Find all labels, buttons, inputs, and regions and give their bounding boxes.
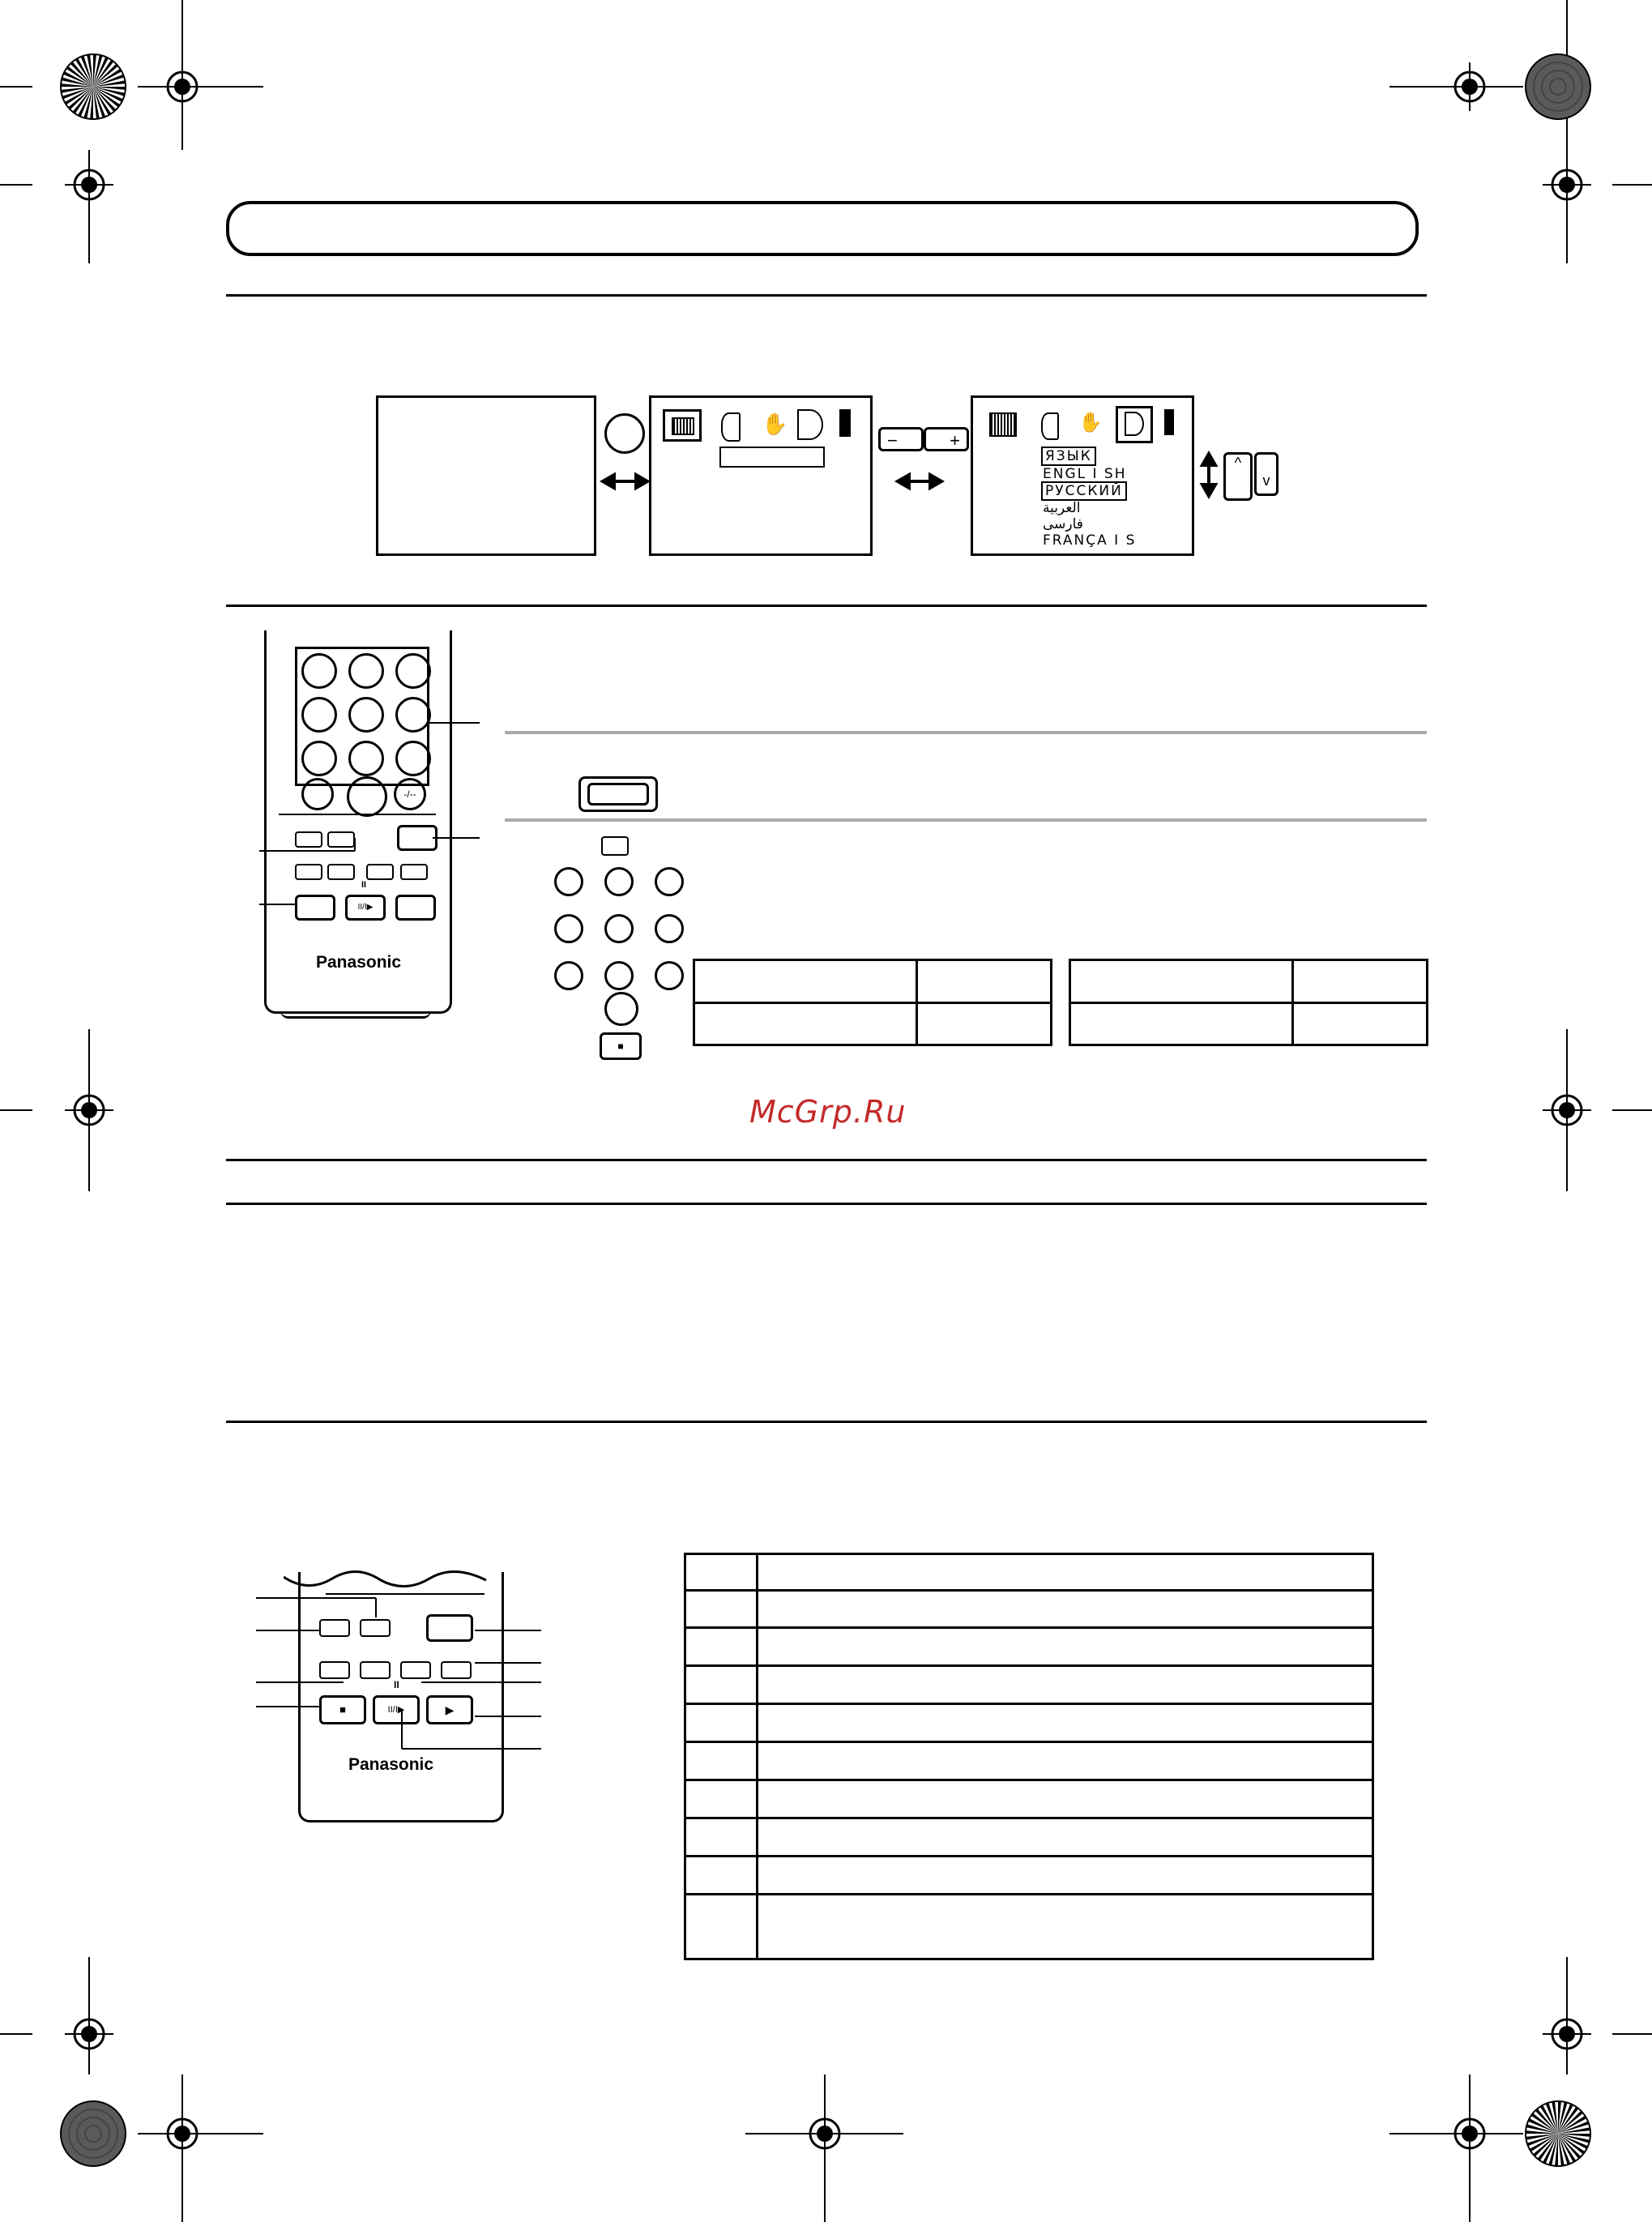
setup-menu-icon: ✋ [1078, 412, 1103, 434]
table-cell [685, 1818, 758, 1857]
play-key [395, 895, 436, 921]
number-key-8 [604, 961, 634, 990]
slow-key: II/I▶ [373, 1695, 420, 1724]
table-cell [685, 1704, 758, 1742]
number-key-2 [604, 867, 634, 896]
table-cell [685, 1780, 758, 1818]
menu-button-icon [604, 413, 645, 454]
language-option-selected: РУССКИЙ [1041, 481, 1127, 501]
section-rule [226, 1159, 1427, 1161]
channel-down-key [295, 864, 322, 880]
number-key-3 [395, 653, 431, 689]
record-key [295, 831, 322, 848]
rewind-key [366, 864, 394, 880]
remote-control-upper [264, 630, 450, 1021]
timer-key [360, 1619, 391, 1637]
code-table-left [693, 959, 1052, 1046]
number-key-9 [655, 961, 684, 990]
number-key-7 [554, 961, 583, 990]
table-cell [758, 1818, 1373, 1857]
timer-key [327, 831, 355, 848]
section-rule [226, 1203, 1427, 1205]
sunburst-mark-bottom-right [1526, 2101, 1590, 2166]
number-key-2 [348, 653, 384, 689]
table-cell [694, 960, 917, 1003]
number-key-5 [604, 914, 634, 943]
table-cell [758, 1704, 1373, 1742]
record-key [319, 1619, 350, 1637]
fast-forward-key [441, 1661, 472, 1679]
number-key-6 [395, 697, 431, 733]
pause-label: II [361, 880, 367, 890]
number-key-9 [395, 741, 431, 776]
table-cell [685, 1666, 758, 1704]
number-key-4 [554, 914, 583, 943]
number-key-8 [348, 741, 384, 776]
table-cell [758, 1742, 1373, 1780]
volume-plus-key: + [924, 427, 969, 451]
table-cell [685, 1628, 758, 1666]
section-rule [226, 605, 1427, 607]
brand-logo: Panasonic [316, 953, 402, 972]
sound-menu-icon [1041, 412, 1059, 440]
language-title: ЯЗЫК [1041, 447, 1096, 466]
table-cell [758, 1895, 1373, 1959]
number-key-6 [655, 914, 684, 943]
dash-key: -/-- [394, 778, 426, 810]
play-key: ▶ [426, 1695, 473, 1724]
slow-key: II/I▶ [345, 895, 386, 921]
stop-key [295, 895, 335, 921]
section-rule [226, 1421, 1427, 1423]
language-option: فارسی [1043, 516, 1083, 532]
program-down-key: v [1254, 452, 1278, 496]
table-cell [685, 1895, 758, 1959]
remote-control-lower [295, 1564, 506, 1831]
watermark-text: McGrp.Ru [749, 1094, 907, 1130]
number-key-3 [655, 867, 684, 896]
channel-down-key [319, 1661, 350, 1679]
table-cell [685, 1591, 758, 1628]
fast-forward-key [400, 864, 428, 880]
selection-bar [719, 447, 825, 468]
section-rule [226, 294, 1427, 297]
recall-key [301, 778, 334, 810]
table-cell [685, 1857, 758, 1895]
tv-vcr-switch-large [578, 776, 658, 812]
number-key-0 [347, 776, 387, 817]
stop-key: ■ [600, 1032, 642, 1060]
language-option: العربية [1043, 500, 1081, 516]
program-up-key: ^ [1223, 452, 1253, 501]
table-cell [758, 1628, 1373, 1666]
tv-screen-blank [376, 395, 596, 556]
stop-key: ■ [319, 1695, 366, 1724]
timer-key-small [601, 836, 629, 856]
density-disk-top-right [1526, 54, 1590, 119]
table-cell [917, 960, 1052, 1003]
tv-screen-language-menu [971, 395, 1194, 556]
tv-vcr-switch [426, 1614, 473, 1642]
table-cell [685, 1554, 758, 1591]
language-menu-icon [797, 409, 823, 440]
tv-screen-menu [649, 395, 873, 556]
picture-menu-icon [663, 409, 702, 442]
pause-label: II [394, 1679, 399, 1690]
language-option: ENGL I SH [1043, 466, 1127, 482]
density-disk-bottom-left [61, 2101, 126, 2166]
number-key-0 [604, 992, 638, 1026]
table-cell [685, 1742, 758, 1780]
table-cell [1293, 1002, 1428, 1045]
table-cell [758, 1554, 1373, 1591]
table-cell [694, 1002, 917, 1045]
brand-logo: Panasonic [348, 1755, 434, 1774]
rewind-key [400, 1661, 431, 1679]
setup-menu-icon: ✋ [762, 412, 788, 436]
header-title-bar [226, 201, 1419, 256]
subsection-rule [505, 818, 1427, 822]
table-cell [758, 1666, 1373, 1704]
picture-menu-icon [989, 412, 1017, 437]
number-key-4 [301, 697, 337, 733]
number-key-7 [301, 741, 337, 776]
subsection-rule [505, 731, 1427, 734]
function-table [684, 1553, 1374, 1960]
number-key-1 [554, 867, 583, 896]
code-table-right [1069, 959, 1428, 1046]
sound-menu-icon [721, 412, 741, 442]
number-key-1 [301, 653, 337, 689]
table-cell [1293, 960, 1428, 1003]
language-option: FRANÇA I S [1043, 532, 1137, 549]
volume-minus-key: − [878, 427, 924, 451]
table-cell [1070, 960, 1293, 1003]
table-cell [917, 1002, 1052, 1045]
sunburst-mark-top-left [61, 54, 126, 119]
tuning-menu-icon [1164, 409, 1174, 435]
channel-up-key [327, 864, 355, 880]
language-menu-icon-selected [1116, 406, 1153, 443]
table-cell [758, 1857, 1373, 1895]
tv-vcr-switch [397, 825, 438, 851]
tuning-menu-icon [839, 409, 851, 437]
table-cell [1070, 1002, 1293, 1045]
table-cell [758, 1780, 1373, 1818]
table-cell [758, 1591, 1373, 1628]
channel-up-key [360, 1661, 391, 1679]
number-key-5 [348, 697, 384, 733]
